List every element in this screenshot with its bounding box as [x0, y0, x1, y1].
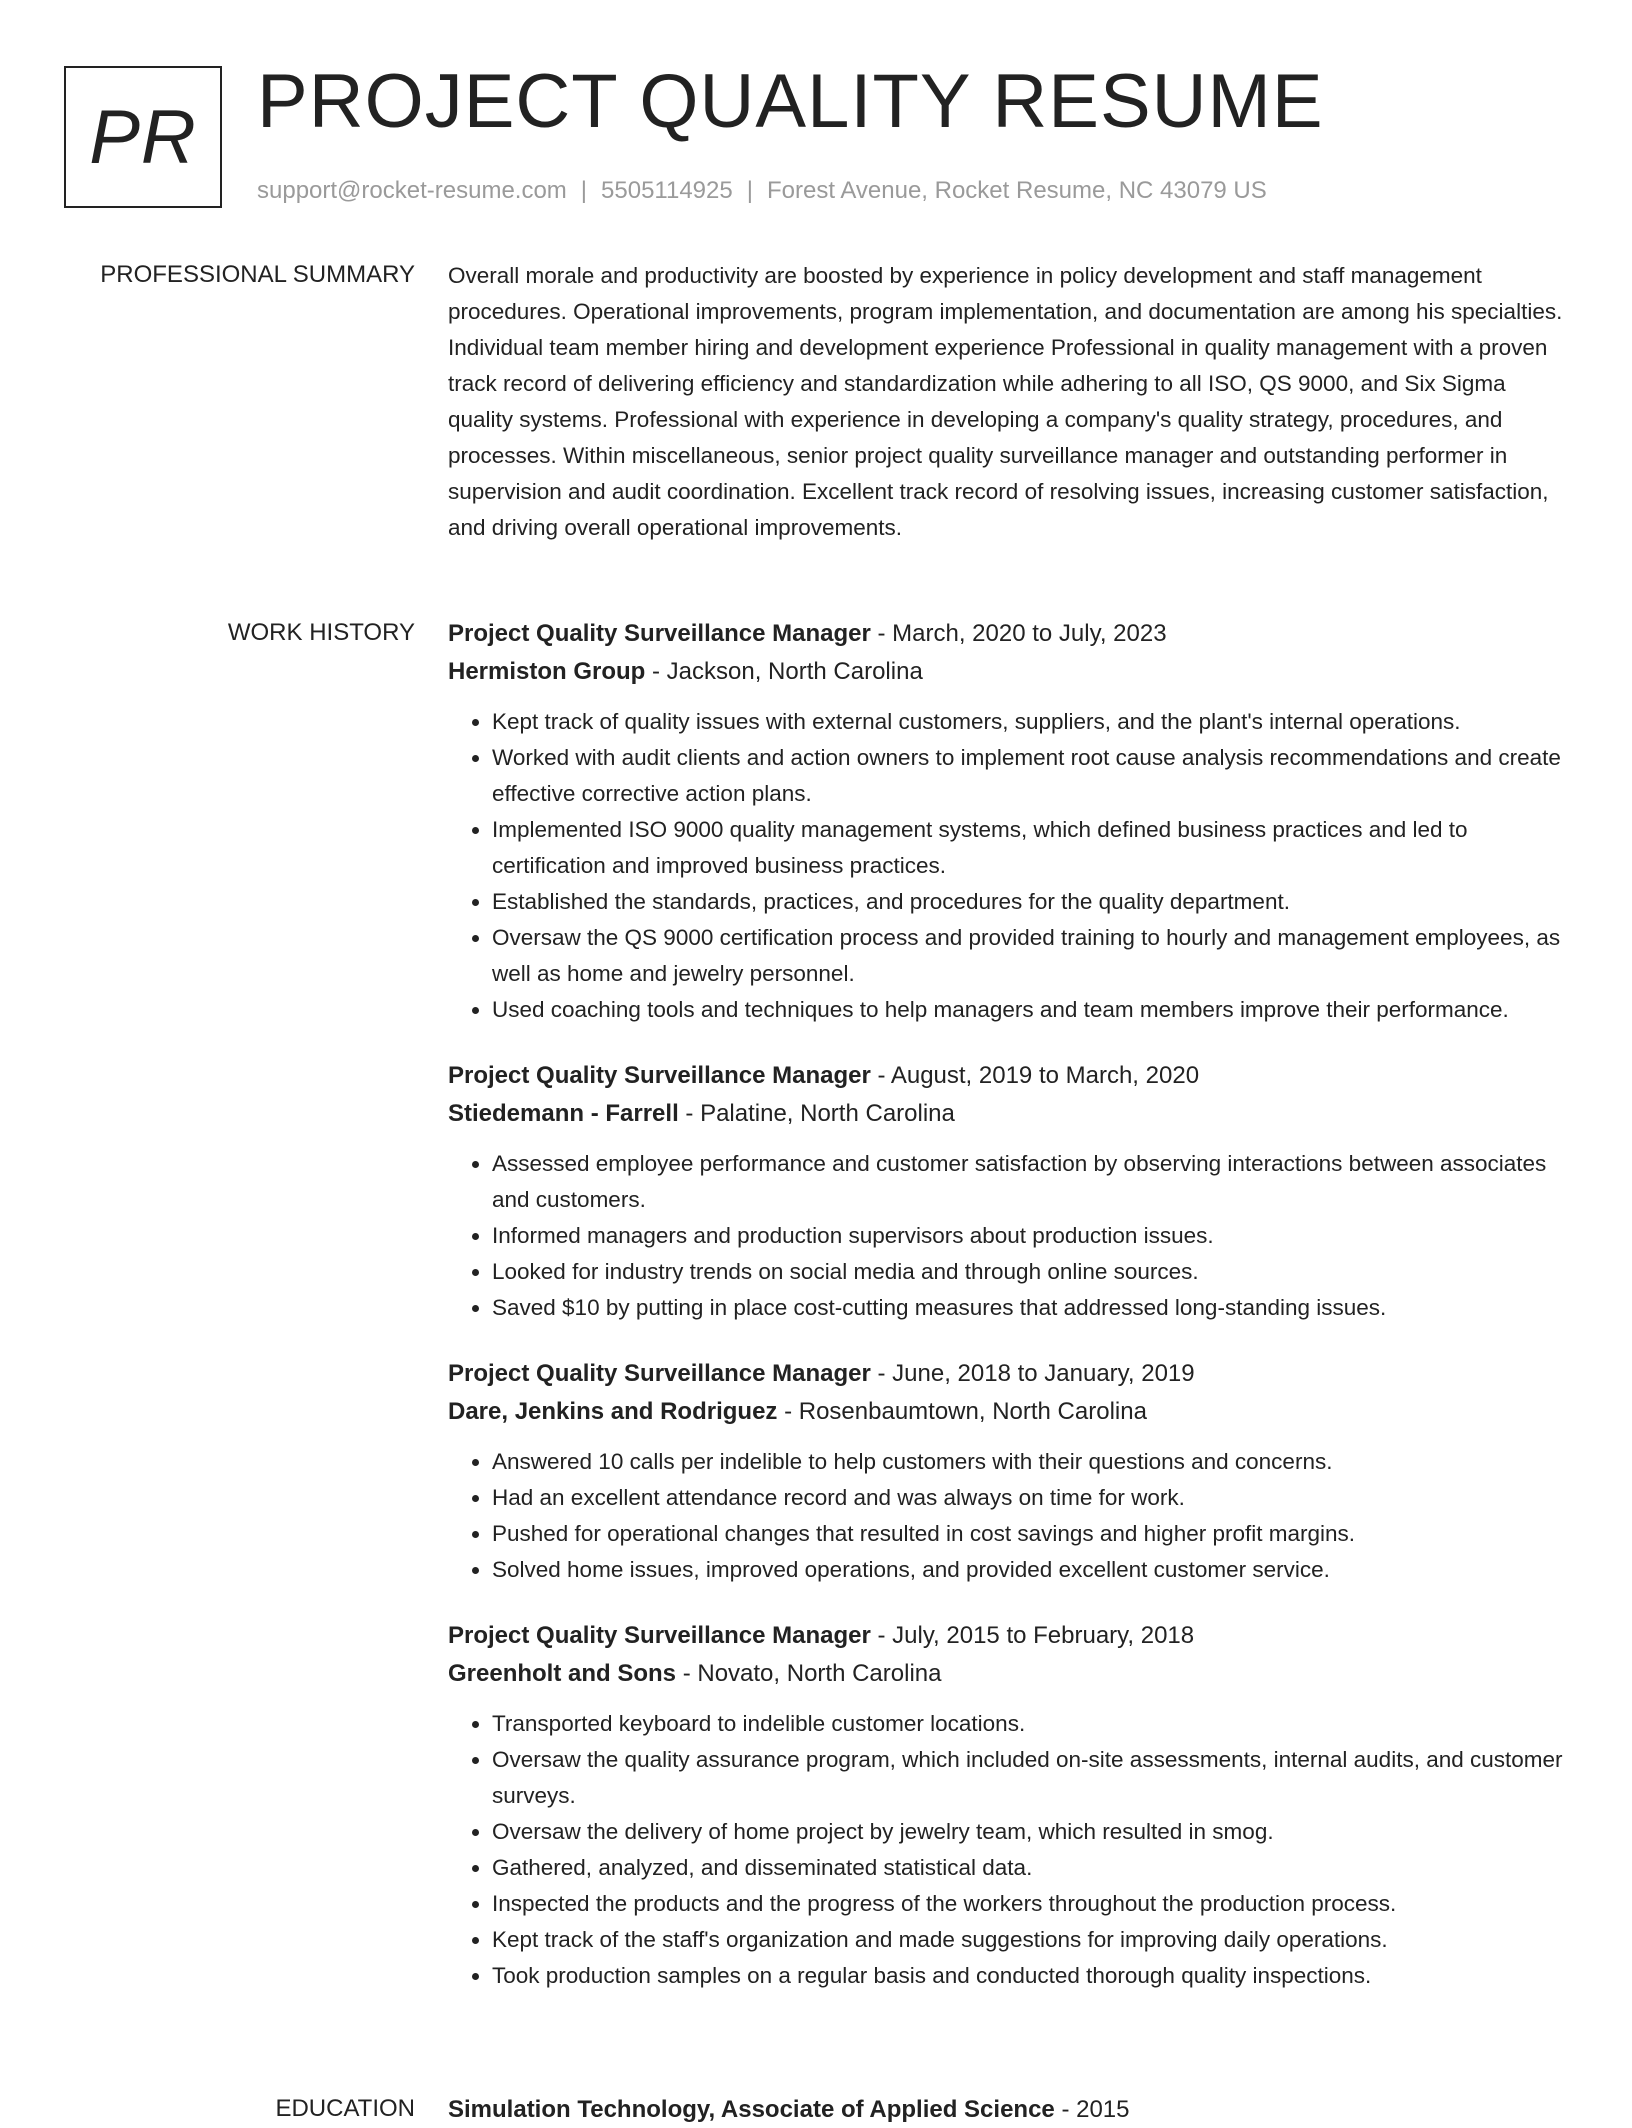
job-dates: - June, 2018 to January, 2019: [870, 1360, 1195, 1387]
job-location: - Jackson, North Carolina: [645, 658, 923, 685]
job-company-line: [448, 1392, 1568, 1432]
job-company: Greenholt and Sons: [448, 1660, 677, 1687]
job-bullet: • Had an excellent attendance record and was always on time for work.: [492, 1480, 1568, 1516]
contact-address: Forest Avenue, Rocket Resume, NC 43079 US: [766, 177, 1267, 204]
job-title: Project Quality Surveillance Manager: [448, 1360, 871, 1387]
job-company: Stiedemann - Farrell: [448, 1100, 679, 1127]
job-bullet: • Kept track of quality issues with external customers, suppliers, and the plant's internal operations.: [492, 704, 1568, 740]
job-bullet: • Transported keyboard to indelible customer locations.: [492, 1706, 1568, 1742]
job-title-line: [448, 1618, 1568, 1654]
education-heading: EDUCATION: [275, 2095, 415, 2122]
job-bullet: • Assessed employee performance and customer satisfaction by observing interactions between associates and customers.: [492, 1146, 1568, 1218]
monogram-text: PR: [89, 94, 197, 180]
work-history-heading: WORK HISTORY: [227, 619, 415, 646]
job-bullet: • Solved home issues, improved operations, and provided excellent customer service.: [492, 1552, 1568, 1588]
job-entry: [448, 1618, 1568, 1994]
job-company-line: [448, 1094, 1568, 1134]
job-bullet: • Oversaw the QS 9000 certification process and provided training to hourly and management employees, as well as home and jewelry personnel.: [492, 920, 1568, 992]
job-title: Project Quality Surveillance Manager: [448, 620, 871, 647]
monogram-logo: [64, 66, 222, 208]
summary-body: [448, 258, 1568, 546]
education-degree: Simulation Technology, Associate of Applied Science: [448, 2096, 1055, 2123]
contact-line: [257, 176, 1267, 206]
job-dates: - July, 2015 to February, 2018: [870, 1622, 1195, 1649]
contact-separator: |: [746, 177, 753, 204]
job-bullet: • Took production samples on a regular basis and conducted thorough quality inspections.: [492, 1958, 1568, 1994]
contact-phone: 5505114925: [601, 177, 733, 204]
job-title-line: [448, 1356, 1568, 1392]
job-bullet: • Oversaw the delivery of home project by jewelry team, which resulted in smog.: [492, 1814, 1568, 1850]
job-location: - Novato, North Carolina: [676, 1660, 942, 1687]
job-bullet-list: [448, 704, 1568, 1028]
summary-text: Overall morale and productivity are boosted by experience in policy development and staff management procedures. Operational improvements, program implementation, and documentation are among his specialties. Individual team member hiring and development experience Professional in quality management with a proven track record of delivering efficiency and standardization while adhering to all ISO, QS 9000, and Six Sigma quality systems. Professional with experience in developing a company's quality strategy, procedures, and processes. Within miscellaneous, senior project quality surveillance manager and outstanding performer in supervision and audit coordination. Excellent track record of resolving issues, increasing customer satisfaction, and driving overall operational improvements.: [448, 263, 1563, 540]
job-bullet-list: [448, 1146, 1568, 1326]
job-entry: [448, 1356, 1568, 1588]
job-company: Hermiston Group: [448, 658, 646, 685]
job-bullet-list: [448, 1444, 1568, 1588]
job-bullet: • Informed managers and production supervisors about production issues.: [492, 1218, 1568, 1254]
education-body: [448, 2092, 1568, 2128]
job-entry: [448, 1058, 1568, 1326]
job-bullet: • Answered 10 calls per indelible to help customers with their questions and concerns.: [492, 1444, 1568, 1480]
job-bullet: • Oversaw the quality assurance program, which included on-site assessments, internal audits, and customer surveys.: [492, 1742, 1568, 1814]
contact-email: support@rocket-resume.com: [257, 177, 567, 204]
job-bullet: • Looked for industry trends on social media and through online sources.: [492, 1254, 1568, 1290]
job-company: Dare, Jenkins and Rodriguez: [448, 1398, 778, 1425]
job-title: Project Quality Surveillance Manager: [448, 1622, 871, 1649]
job-company-line: [448, 1654, 1568, 1694]
job-bullet: • Implemented ISO 9000 quality management systems, which defined business practices and led to certification and improved business practices.: [492, 812, 1568, 884]
contact-separator: |: [580, 177, 588, 204]
job-title-line: [448, 616, 1568, 652]
education-line: [448, 2092, 1568, 2128]
job-title-line: [448, 1058, 1568, 1094]
work-history-body: [448, 616, 1568, 2016]
job-bullet: • Worked with audit clients and action owners to implement root cause analysis recommendations and create effective corrective action plans.: [492, 740, 1568, 812]
job-dates: - March, 2020 to July, 2023: [870, 620, 1167, 647]
education-year: - 2015: [1054, 2096, 1130, 2123]
job-bullet: • Saved $10 by putting in place cost-cutting measures that addressed long-standing issues.: [492, 1290, 1568, 1326]
job-dates: - August, 2019 to March, 2020: [870, 1062, 1200, 1089]
job-title: Project Quality Surveillance Manager: [448, 1062, 871, 1089]
job-bullet: • Gathered, analyzed, and disseminated statistical data.: [492, 1850, 1568, 1886]
job-bullet-list: [448, 1706, 1568, 1994]
summary-heading: PROFESSIONAL SUMMARY: [100, 261, 415, 288]
job-bullet: • Used coaching tools and techniques to help managers and team members improve their performance.: [492, 992, 1568, 1028]
job-bullet: • Kept track of the staff's organization and made suggestions for improving daily operations.: [492, 1922, 1568, 1958]
job-location: - Palatine, North Carolina: [678, 1100, 955, 1127]
job-entry: [448, 616, 1568, 1028]
job-bullet: • Inspected the products and the progress of the workers throughout the production process.: [492, 1886, 1568, 1922]
job-location: - Rosenbaumtown, North Carolina: [777, 1398, 1147, 1425]
resume-title: PROJECT QUALITY RESUME: [257, 59, 1324, 144]
job-bullet: • Pushed for operational changes that resulted in cost savings and higher profit margins.: [492, 1516, 1568, 1552]
job-company-line: [448, 652, 1568, 692]
job-bullet: • Established the standards, practices, and procedures for the quality department.: [492, 884, 1568, 920]
